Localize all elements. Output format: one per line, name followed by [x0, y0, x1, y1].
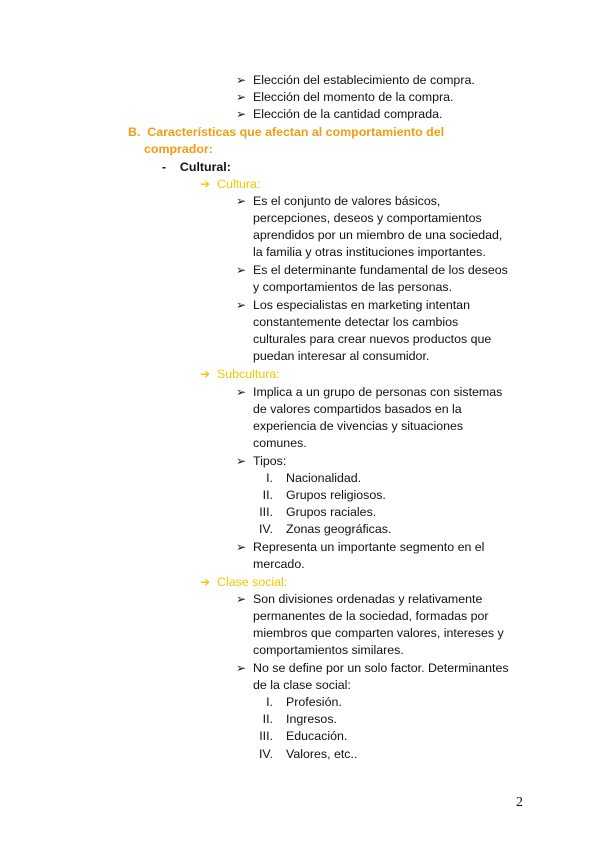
roman-item: III. Grupos raciales.: [259, 505, 377, 519]
list-item-cont: aprendidos por un miembro de una sociedad,: [253, 228, 503, 242]
subcultura-heading: ➔ Subcultura:: [200, 367, 280, 381]
roman-item: IV. Zonas geográficas.: [258, 522, 392, 536]
bullet-arrow-icon: ➢: [236, 661, 247, 675]
list-item-cont: comunes.: [253, 436, 307, 450]
roman-item: II. Grupos religiosos.: [262, 488, 386, 502]
bullet-arrow-icon: ➢: [236, 385, 247, 399]
bullet-arrow-icon: ➢: [236, 454, 247, 468]
roman-item: II. Ingresos.: [262, 712, 337, 726]
right-arrow-icon: ➔: [200, 177, 211, 191]
cultural-heading: - Cultural:: [162, 160, 231, 174]
bullet-arrow-icon: ➢: [236, 592, 247, 606]
bullet-arrow-icon: ➢: [236, 194, 247, 208]
list-item: ➢ Son divisiones ordenadas y relativamente: [236, 592, 483, 606]
section-b-heading-cont: comprador:: [144, 142, 213, 156]
list-item: ➢ Elección de la cantidad comprada.: [236, 107, 443, 121]
cultura-heading: ➔ Cultura:: [200, 177, 261, 191]
roman-item: I. Profesión.: [266, 695, 342, 709]
list-item: ➢ Implica a un grupo de personas con sistemas: [236, 385, 503, 399]
page-number: 2: [516, 795, 523, 810]
list-item: ➢ Representa un importante segmento en el: [236, 540, 485, 554]
list-item-cont: comportamientos similares.: [253, 643, 404, 657]
list-item-cont: de la clase social:: [253, 678, 351, 692]
bullet-arrow-icon: ➢: [236, 90, 247, 104]
bullet-arrow-icon: ➢: [236, 540, 247, 554]
list-item: ➢ Elección del establecimiento de compra.: [236, 73, 475, 87]
list-item: ➢ Los especialistas en marketing intentan: [236, 298, 470, 312]
list-item-cont: mercado.: [253, 557, 305, 571]
roman-item: IV. Valores, etc..: [258, 747, 358, 761]
list-item-cont: experiencia de vivencias y situaciones: [253, 419, 464, 433]
list-item-cont: percepciones, deseos y comportamientos: [253, 211, 482, 225]
list-item-cont: culturales para crear nuevos productos que: [253, 332, 492, 346]
list-item-cont: puedan interesar al consumidor.: [253, 349, 430, 363]
list-item: ➢ Elección del momento de la compra.: [236, 90, 454, 104]
list-item-cont: constantemente detectar los cambios: [253, 315, 459, 329]
bullet-arrow-icon: ➢: [236, 73, 247, 87]
list-item-cont: de valores compartidos basados en la: [253, 402, 462, 416]
bullet-arrow-icon: ➢: [236, 298, 247, 312]
list-item: ➢ No se define por un solo factor. Determinantes: [236, 661, 509, 675]
bullet-arrow-icon: ➢: [236, 263, 247, 277]
roman-item: III. Educación.: [259, 729, 348, 743]
list-item: ➢ Es el conjunto de valores básicos,: [236, 194, 441, 208]
list-item-cont: la familia y otras instituciones importantes.: [253, 245, 486, 259]
list-item-cont: y comportamientos de las personas.: [253, 280, 453, 294]
list-item-cont: permanentes de la sociedad, formadas por: [253, 609, 489, 623]
right-arrow-icon: ➔: [200, 575, 211, 589]
list-item-cont: miembros que comparten valores, intereses y: [253, 626, 504, 640]
right-arrow-icon: ➔: [200, 367, 211, 381]
list-item: ➢ Tipos:: [236, 454, 287, 468]
section-b-heading: B. Características que afectan al comportamiento del: [128, 125, 445, 139]
bullet-arrow-icon: ➢: [236, 107, 247, 121]
list-item: ➢ Es el determinante fundamental de los deseos: [236, 263, 508, 277]
clase-social-heading: ➔ Clase social:: [200, 575, 288, 589]
roman-item: I. Nacionalidad.: [266, 471, 362, 485]
dash-bullet: -: [162, 160, 167, 174]
